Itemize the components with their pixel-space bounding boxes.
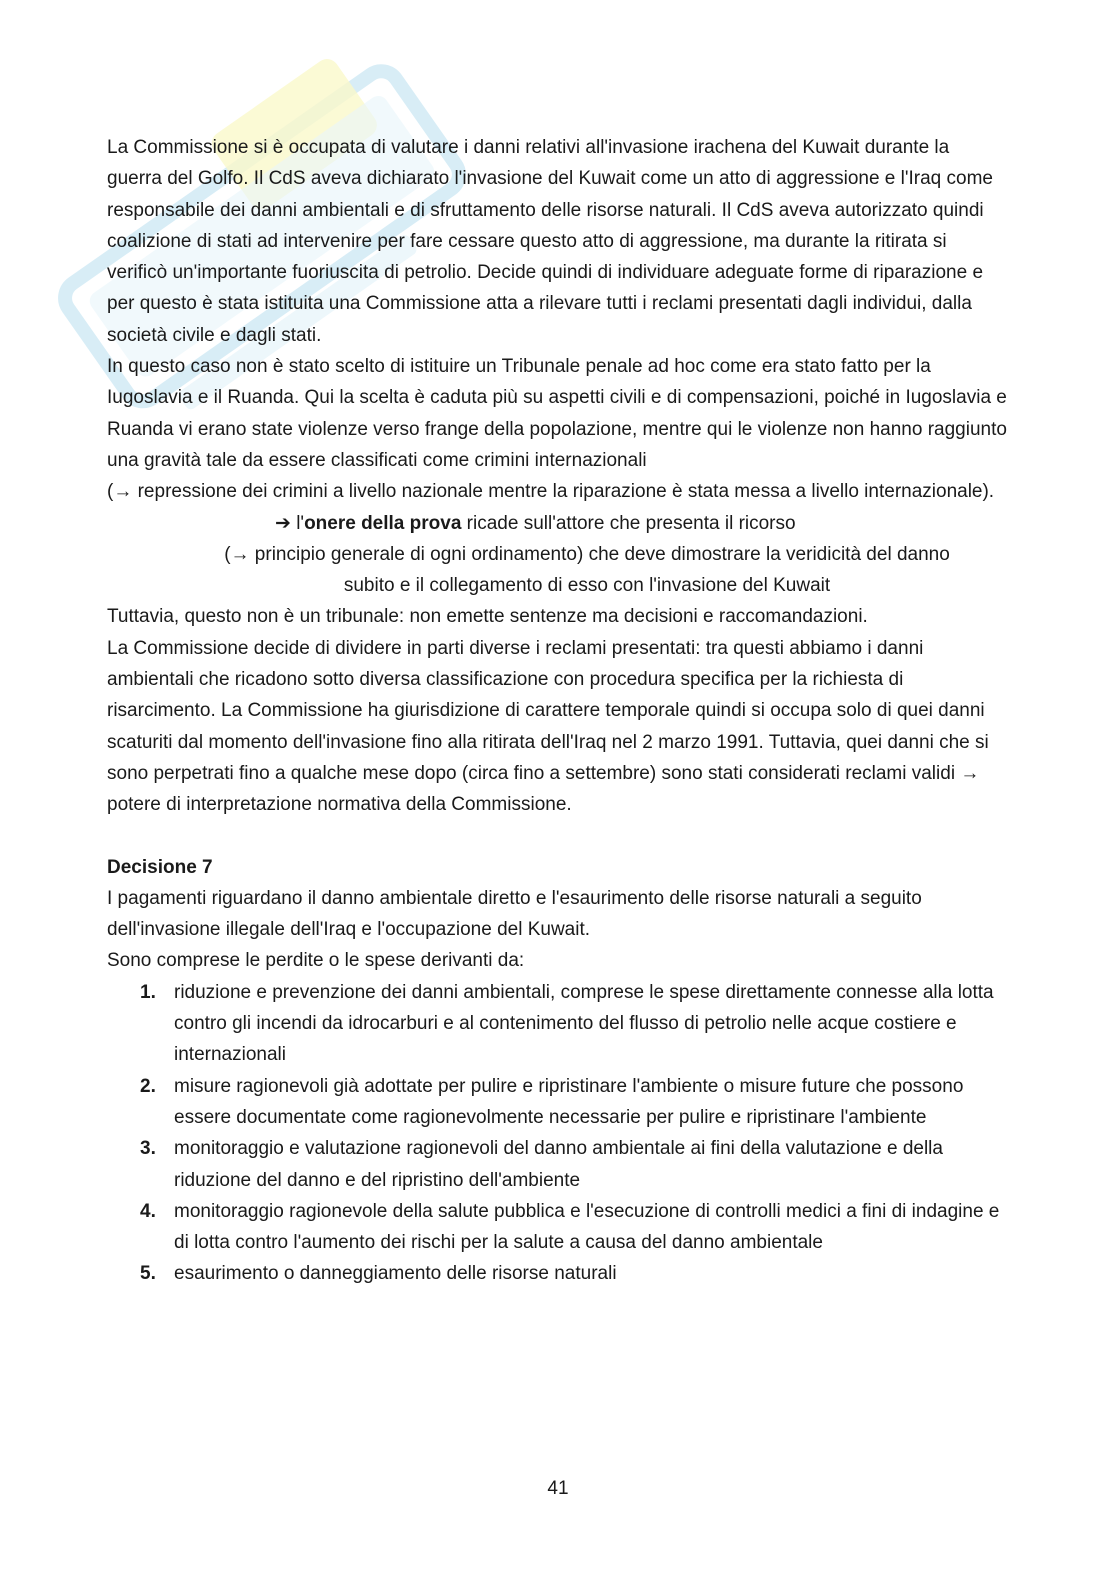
list-item-text: riduzione e prevenzione dei danni ambientali, comprese le spese direttamente connesse alla lotta contro gli incendi da idrocarburi e al contenimento del flusso di petrolio nelle acque costiere e internazionali xyxy=(174,981,994,1066)
page-number: 41 xyxy=(547,1478,569,1499)
paragraph-repressione: (→ repressione dei crimini a livello nazionale mentre la riparazione è stata messa a livello internazionale). xyxy=(107,481,995,503)
paragraph-pagamenti: I pagamenti riguardano il danno ambientale diretto e l'esaurimento delle risorse naturali a seguito dell'invasione illegale dell'Iraq e l'occupazione del Kuwait. xyxy=(107,887,922,941)
list-item-text: esaurimento o danneggiamento delle risorse naturali xyxy=(174,1263,617,1285)
paragraph-tuttavia: Tuttavia, questo non è un tribunale: non emette sentenze ma decisioni e raccomandazioni. xyxy=(107,606,868,628)
onere-prova-bold: onere della prova xyxy=(304,512,462,534)
list-item xyxy=(107,1133,1007,1196)
list-item-number: 4. xyxy=(140,1200,156,1222)
indent-line-principio: (→ principio generale di ogni ordinamento) che deve dimostrare la veridicità del danno xyxy=(224,543,950,565)
list-item-number: 2. xyxy=(140,1075,156,1097)
list-item-text: misure ragionevoli già adottate per pulire e ripristinare l'ambiente o misure future che possono essere documentate come ragionevolmente necessarie per pulire e ripristinare l'ambiente xyxy=(174,1075,964,1128)
list-item xyxy=(107,977,1007,1071)
section-heading: Decisione 7 xyxy=(107,856,213,878)
section-spacer xyxy=(107,821,1007,852)
list-item-number: 1. xyxy=(140,981,156,1003)
losses-list xyxy=(107,977,1007,1290)
list-item-text: monitoraggio e valutazione ragionevoli del danno ambientale ai fini della valutazione e della riduzione del danno e del ripristino dell'ambiente xyxy=(174,1138,943,1191)
list-item xyxy=(107,1071,1007,1134)
indent-line-subito: subito e il collegamento di esso con l'invasione del Kuwait xyxy=(343,575,831,597)
list-item-number: 5. xyxy=(140,1263,156,1285)
list-item-text: monitoraggio ragionevole della salute pubblica e l'esecuzione di controlli medici a fini di indagine e di lotta contro l'aumento dei rischi per la salute a causa del danno ambientale xyxy=(174,1200,1000,1254)
list-item xyxy=(107,1196,1007,1259)
paragraph-intro: La Commissione si è occupata di valutare i danni relativi all'invasione irachena del Kuwait durante la guerra del Golfo. Il CdS aveva dichiarato l'invasione del Kuwait come un atto di aggressione e l'Iraq come responsabile dei danni ambientali e di sfruttamento delle risorse naturali. Il CdS aveva autorizzato quindi coalizione di stati ad intervenire per fare cessare questo atto di aggressione, ma durante la ritirata si verificò un'importante fuoriuscita di petrolio. Decide quindi di individuare adeguate forme di riparazione e per questo è stata istituita una Commissione atta a rilevare tutti i reclami presentati dagli individui, dalla società civile e dagli stati. xyxy=(107,137,993,346)
document-body xyxy=(107,132,1007,1290)
paragraph-perdite: Sono comprese le perdite o le spese derivanti da: xyxy=(107,950,525,972)
paragraph-tribunale: In questo caso non è stato scelto di istituire un Tribunale penale ad hoc come era stato fatto per la Iugoslavia e il Ruanda. Qui la scelta è caduta più su aspetti civili e di compensazioni, poiché in Iugoslavia e Ruanda vi erano state violenze verso frange della popolazione, mentre qui le violenze non hanno raggiunto una gravità tale da essere classificati come crimini internazionali xyxy=(107,356,1007,471)
list-item-number: 3. xyxy=(140,1138,156,1160)
arrow-icon: ➔ xyxy=(275,512,291,534)
arrow-line-suffix: ricade sull'attore che presenta il ricorso xyxy=(461,512,796,534)
list-item xyxy=(107,1258,1007,1289)
arrow-line-prefix: l' xyxy=(290,512,305,534)
onere-prova-line xyxy=(107,508,1007,539)
paragraph-commissione: La Commissione decide di dividere in parti diverse i reclami presentati: tra questi abbiamo i danni ambientali che ricadono sotto diversa classificazione con procedura specifica per la richiesta di risarcimento. La Commissione ha giurisdizione di carattere temporale quindi si occupa solo di quei danni scaturiti dal momento dell'invasione fino alla ritirata dell'Iraq nel 2 marzo 1991. Tuttavia, quei danni che si sono perpetrati fino a qualche mese dopo (circa fino a settembre) sono stati considerati reclami validi → potere di interpretazione normativa della Commissione. xyxy=(107,637,989,816)
